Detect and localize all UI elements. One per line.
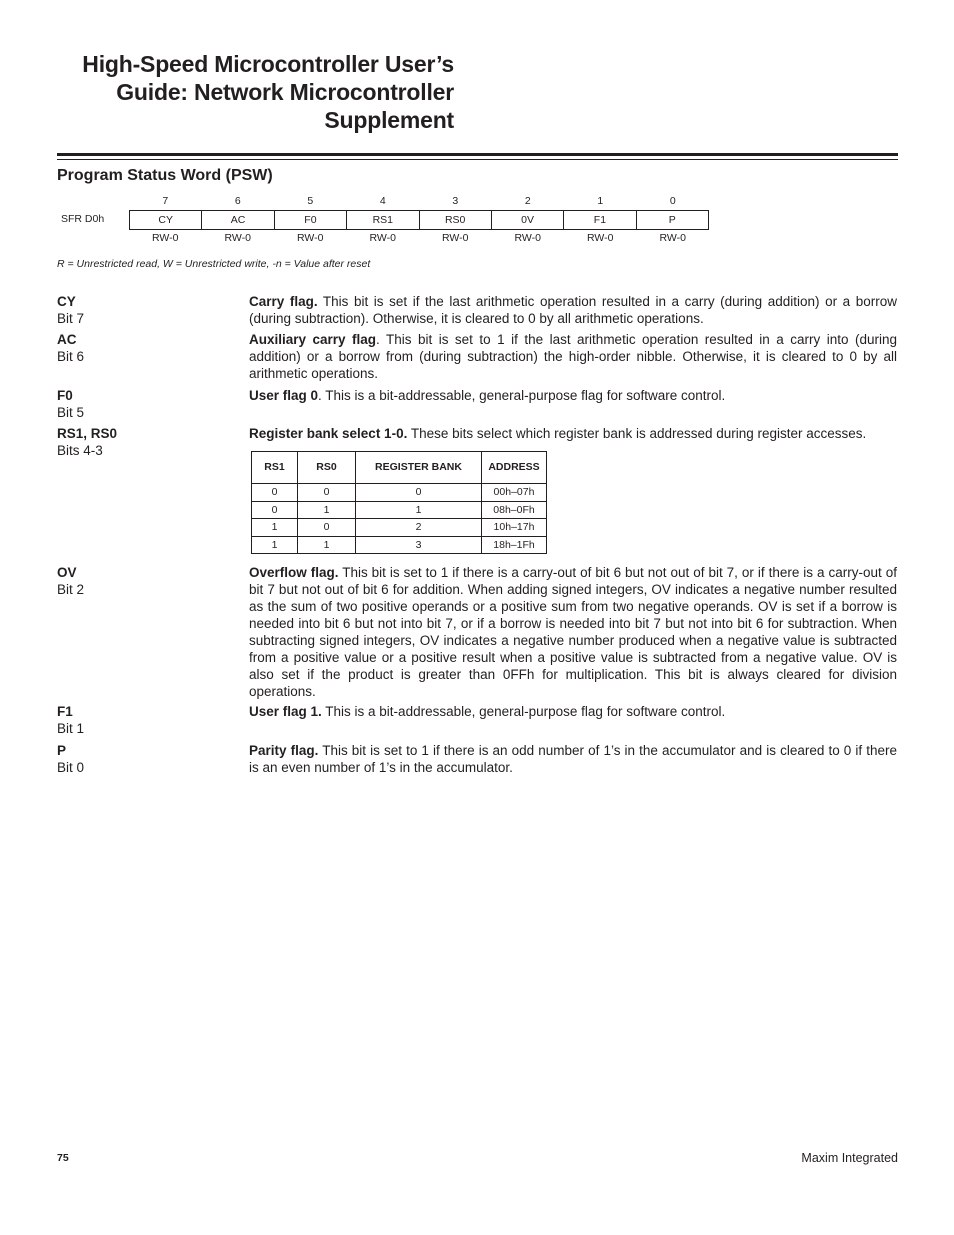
field-name-cy — [57, 293, 84, 327]
field-desc-p — [249, 742, 897, 776]
bit-number: 3 — [452, 195, 459, 207]
bit-number: 5 — [307, 195, 314, 207]
table-row — [252, 484, 547, 502]
field-title: User flag 0 — [249, 388, 319, 403]
field-name-p — [57, 742, 84, 776]
column-header: RS0 — [298, 452, 356, 484]
field-text: . This is a bit-addressable, general-purpose flag for software control. — [318, 388, 726, 403]
register-access — [129, 232, 709, 245]
field-name-f1 — [57, 703, 84, 737]
bit-name: 0V — [491, 211, 563, 229]
table-cell: 2 — [356, 519, 482, 537]
field-name-rs — [57, 425, 117, 459]
bit-number: 4 — [379, 195, 386, 207]
bit-access: RW-0 — [442, 232, 469, 244]
field-title: Carry flag. — [249, 294, 318, 309]
field-label: F0 — [57, 388, 73, 403]
column-header: REGISTER BANK — [356, 452, 482, 484]
bit-access: RW-0 — [369, 232, 396, 244]
field-bit: Bit 0 — [57, 760, 85, 775]
field-bit: Bit 6 — [57, 349, 85, 364]
table-row — [252, 501, 547, 519]
field-bit: Bit 5 — [57, 405, 85, 420]
table-cell: 0 — [298, 519, 356, 537]
field-bit: Bits 4-3 — [57, 443, 103, 458]
bit-number: 0 — [669, 195, 676, 207]
field-desc-ov — [249, 564, 897, 700]
page-number: 75 — [57, 1152, 69, 1164]
field-title: Parity flag. — [249, 743, 319, 758]
table-cell: 0 — [252, 484, 298, 502]
field-title: Overflow flag. — [249, 565, 339, 580]
field-title: Auxiliary carry flag — [249, 332, 377, 347]
field-label: OV — [57, 565, 77, 580]
bit-name: RS1 — [346, 211, 418, 229]
document-title — [60, 50, 454, 134]
field-label: AC — [57, 332, 77, 347]
company-name: Maxim Integrated — [801, 1151, 898, 1165]
table-cell: 0 — [298, 484, 356, 502]
field-title: User flag 1. — [249, 704, 322, 719]
field-text: This bit is set if the last arithmetic operation resulted in a carry (during addition) or a borrow (during subtraction). Otherwise, it is cleared to 0 by all arithmetic operations. — [249, 294, 897, 326]
bit-access: RW-0 — [587, 232, 614, 244]
field-name-f0 — [57, 387, 84, 421]
table-cell: 10h–17h — [482, 519, 547, 537]
table-cell: 1 — [252, 536, 298, 554]
field-title: Register bank select 1-0. — [249, 426, 408, 441]
field-desc-cy — [249, 293, 897, 327]
bit-access: RW-0 — [514, 232, 541, 244]
bit-number: 2 — [524, 195, 531, 207]
field-label: CY — [57, 294, 76, 309]
register-bit-fields — [129, 210, 709, 230]
field-bit: Bit 2 — [57, 582, 85, 597]
title-line-3: Supplement — [324, 107, 454, 133]
field-text: These bits select which register bank is addressed during register accesses. — [407, 426, 867, 441]
field-bit: Bit 1 — [57, 721, 85, 736]
field-desc-ac — [249, 331, 897, 382]
sfr-label: SFR D0h — [61, 213, 105, 225]
field-name-ac — [57, 331, 84, 365]
column-header: RS1 — [252, 452, 298, 484]
field-name-ov — [57, 564, 84, 598]
field-label: F1 — [57, 704, 73, 719]
access-legend: R = Unrestricted read, W = Unrestricted write, -n = Value after reset — [57, 258, 371, 270]
register-bit-numbers — [129, 195, 709, 208]
header-rule-thin — [57, 159, 898, 160]
table-cell: 1 — [356, 501, 482, 519]
bit-name: CY — [158, 214, 173, 226]
table-cell: 18h–1Fh — [482, 536, 547, 554]
table-row — [252, 536, 547, 554]
table-cell: 1 — [252, 519, 298, 537]
bit-number: 7 — [162, 195, 169, 207]
bit-name: F0 — [274, 211, 346, 229]
field-label: RS1, RS0 — [57, 426, 118, 441]
field-text: This bit is set to 1 if there is an odd number of 1’s in the accumulator and is cleared to 0 if there is an even number of 1’s in the accumulator. — [249, 743, 897, 775]
table-cell: 1 — [298, 536, 356, 554]
bit-name: P — [636, 211, 708, 229]
field-text: This bit is set to 1 if there is a carry-out of bit 6 but not out of bit 7, or if there is a carry-out of bit 7 but not out of bit 6 for addition. When adding signed integers, OV indicates a negative number resulted as the sum of two positive operands or a positive sum from two negative operands. OV is set if a borrow is needed into bit 6 but not into bit 7, or if a borrow is needed into bit 7 but not into bit 6 for subtraction. When subtracting signed integers, OV indicates a negative number produced when a negative value is subtracted from a positive value or a positive result when a positive value is subtracted from a negative value. OV is also set if the product is greater than 0FFh for multiplication. This bit is always cleared for division operations. — [249, 565, 897, 699]
bit-name: RS0 — [419, 211, 491, 229]
column-header: ADDRESS — [482, 452, 547, 484]
field-text: . This bit is set to 1 if the last arithmetic operation resulted in a carry into (during addition) or a borrow from (during subtraction) the high-order nibble. Otherwise, it is cleared to 0 by all arithmetic operations. — [249, 332, 897, 381]
title-line-2: Guide: Network Microcontroller — [116, 79, 454, 105]
field-desc-f0 — [249, 387, 897, 404]
bit-number: 6 — [234, 195, 241, 207]
title-line-1: High-Speed Microcontroller User’s — [82, 51, 454, 77]
field-text: This is a bit-addressable, general-purpose flag for software control. — [321, 704, 726, 719]
table-cell: 0 — [356, 484, 482, 502]
table-header-row — [252, 452, 547, 484]
table-cell: 3 — [356, 536, 482, 554]
bit-access: RW-0 — [659, 232, 686, 244]
bit-access: RW-0 — [297, 232, 324, 244]
table-cell: 00h–07h — [482, 484, 547, 502]
table-row — [252, 519, 547, 537]
table-cell: 08h–0Fh — [482, 501, 547, 519]
field-desc-f1 — [249, 703, 897, 720]
table-cell: 1 — [298, 501, 356, 519]
field-bit: Bit 7 — [57, 311, 85, 326]
register-bank-table — [251, 451, 547, 554]
header-rule-thick — [57, 153, 898, 156]
field-label: P — [57, 743, 67, 758]
bit-access: RW-0 — [224, 232, 251, 244]
table-cell: 0 — [252, 501, 298, 519]
bit-name: AC — [201, 211, 273, 229]
bit-access: RW-0 — [152, 232, 179, 244]
field-desc-rs — [249, 425, 897, 442]
section-heading: Program Status Word (PSW) — [57, 167, 273, 184]
bit-name: F1 — [563, 211, 635, 229]
bit-number: 1 — [597, 195, 604, 207]
